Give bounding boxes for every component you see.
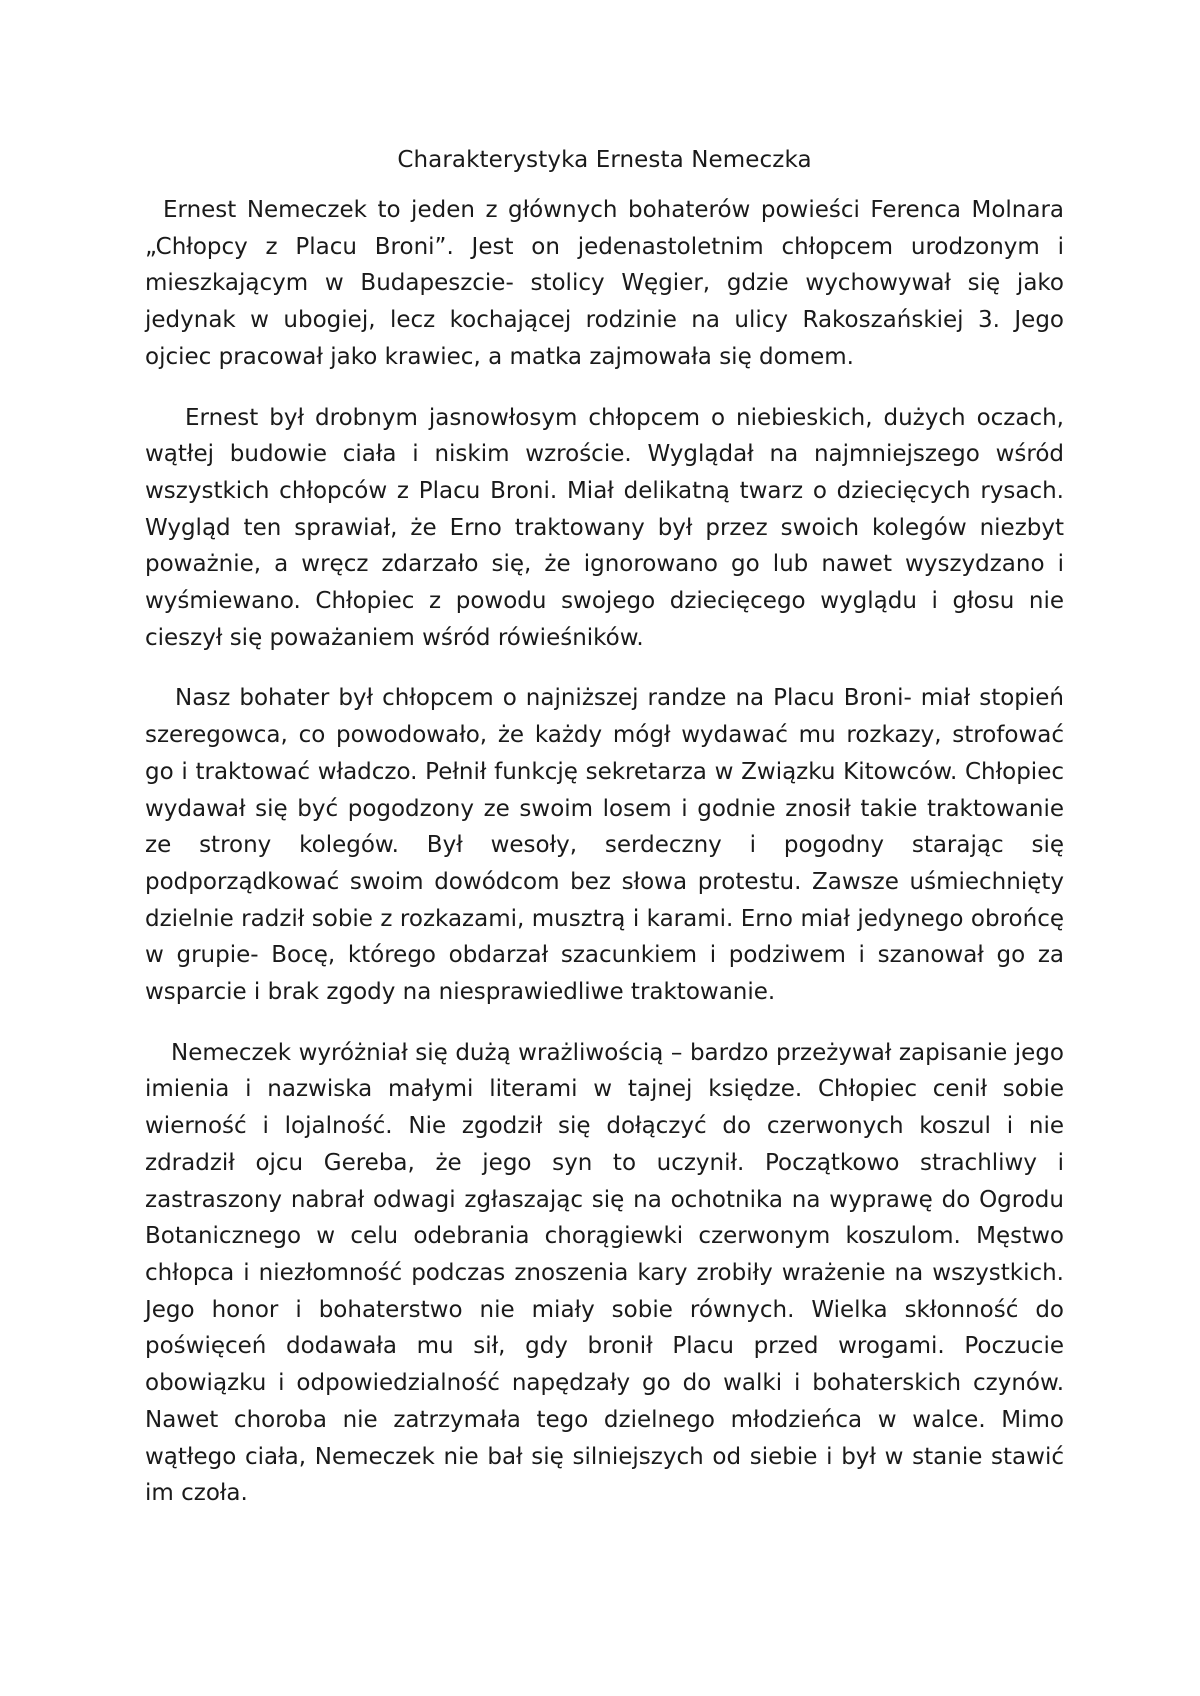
document-title: Charakterystyka Ernesta Nemeczka xyxy=(397,147,812,173)
paragraph-1: Ernest Nemeczek to jeden z głównych bohaterów powieści Ferenca Molnara „Chłopcy z Placu Broni”. Jest on jedenastoletnim chłopcem urodzonym i mieszkającym w Budapeszcie- stolicy Węgier, gdzie wychowywał się jako jedynak w ubogiej, lecz kochającej rodzinie na ulicy Rakoszańskiej 3. Jego ojciec pracował jako krawiec, a matka zajmowała się domem. xyxy=(145,197,1064,370)
paragraph-2: Ernest był drobnym jasnowłosym chłopcem o niebieskich, dużych oczach, wątłej budowie ciała i niskim wzroście. Wyglądał na najmniejszego wśród wszystkich chłopców z Placu Broni. Miał delikatną twarz o dziecięcych rysach. Wygląd ten sprawiał, że Erno traktowany był przez swoich kolegów niezbyt poważnie, a wręcz zdarzało się, że ignorowano go lub nawet wyszydzano i wyśmiewano. Chłopiec z powodu swojego dziecięcego wyglądu i głosu nie cieszył się poważaniem wśród rówieśników. xyxy=(145,404,1064,651)
paragraph-4: Nemeczek wyróżniał się dużą wrażliwością – bardzo przeżywał zapisanie jego imienia i nazwiska małymi literami w tajnej księdze. Chłopiec cenił sobie wierność i lojalność. Nie zgodził się dołączyć do czerwonych koszul i nie zdradził ojcu Gereba, że jego syn to uczynił. Początkowo strachliwy i zastraszony nabrał odwagi zgłaszając się na ochotnika na wyprawę do Ogrodu Botanicznego w celu odebrania chorągiewki czerwonym koszulom. Męstwo chłopca i niezłomność podczas znoszenia kary zrobiły wrażenie na wszystkich. Jego honor i bohaterstwo nie miały sobie równych. Wielka skłonność do poświęceń dodawała mu sił, gdy bronił Placu przed wrogami. Poczucie obowiązku i odpowiedzialność napędzały go do walki i bohaterskich czynów. Nawet choroba nie zatrzymała tego dzielnego młodzieńca w walce. Mimo wątłego ciała, Nemeczek nie bał się silniejszych od siebie i był w stanie stawić im czoła. xyxy=(145,1039,1064,1507)
paragraph-3: Nasz bohater był chłopcem o najniższej randze na Placu Broni- miał stopień szeregowca, co powodowało, że każdy mógł wydawać mu rozkazy, strofować go i traktować władczo. Pełnił funkcję sekretarza w Związku Kitowców. Chłopiec wydawał się być pogodzony ze swoim losem i godnie znosił takie traktowanie ze strony kolegów. Był wesoły, serdeczny i pogodny starając się podporządkować swoim dowódcom bez słowa protestu. Zawsze uśmiechnięty dzielnie radził sobie z rozkazami, musztrą i karami. Erno miał jedynego obrońcę w grupie- Bocę, którego obdarzał szacunkiem i podziwem i szanował go za wsparcie i brak zgody na niesprawiedliwe traktowanie. xyxy=(145,685,1064,1006)
